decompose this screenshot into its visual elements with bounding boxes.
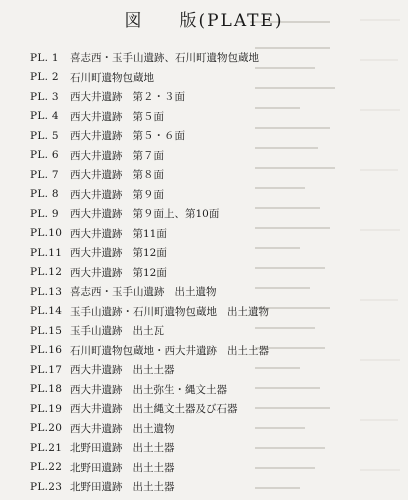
plate-subject: 出土弥生・縄文土器 [132, 383, 227, 396]
plate-subject: 第９面上、第10面 [132, 208, 220, 221]
plate-site: 西大井遺跡 [70, 110, 123, 123]
plate-number: PL.14 [30, 305, 63, 318]
plate-caption [70, 304, 269, 319]
plate-site: 西大井遺跡 [70, 130, 123, 143]
plate-entry [30, 282, 400, 302]
plate-number: PL.13 [30, 285, 63, 298]
plate-number: PL.19 [30, 402, 63, 415]
plate-number: PL.21 [30, 441, 63, 454]
plate-site: 西大井遺跡 [70, 247, 123, 260]
plate-entry [30, 107, 400, 127]
plate-site: 喜志西・玉手山遺跡 [70, 286, 165, 299]
plate-number: PL. 9 [30, 207, 59, 220]
plate-entry [30, 243, 400, 263]
page-title-left: 図 [124, 11, 144, 31]
plate-site: 西大井遺跡 [70, 266, 123, 279]
plate-caption [70, 284, 217, 299]
plate-site: 西大井遺跡 [70, 403, 123, 416]
plate-number: PL.10 [30, 227, 63, 240]
plate-site: 喜志西・玉手山遺跡、石川町遺物包蔵地 [70, 52, 259, 65]
plate-number: PL. 1 [30, 51, 59, 64]
plate-caption [70, 460, 175, 475]
plate-entry [30, 126, 400, 146]
plate-subject: 出土土器 [132, 481, 175, 494]
plate-caption [70, 440, 175, 455]
plate-subject: 第８面 [132, 169, 164, 182]
plate-site: 西大井遺跡 [70, 364, 123, 377]
plate-site: 玉手山遺跡・石川町遺物包蔵地 [70, 305, 217, 318]
plate-subject: 出土土器 [132, 442, 175, 455]
plate-number: PL.15 [30, 324, 63, 337]
plate-entry [30, 477, 400, 497]
plate-list [30, 48, 400, 497]
plate-entry [30, 68, 400, 88]
plate-number: PL. 7 [30, 168, 59, 181]
plate-caption [70, 421, 175, 436]
plate-subject: 出土遺物 [132, 422, 175, 435]
plate-caption [70, 167, 164, 182]
plate-site: 北野田遺跡 [70, 442, 123, 455]
plate-subject: 第９面 [132, 188, 164, 201]
page-title-right: 版(PLATE) [179, 11, 284, 31]
plate-subject: 第12面 [132, 247, 167, 260]
plate-caption [70, 323, 164, 338]
plate-site: 北野田遺跡 [70, 481, 123, 494]
plate-caption [70, 148, 164, 163]
plate-site: 西大井遺跡 [70, 227, 123, 240]
plate-site: 西大井遺跡 [70, 91, 123, 104]
plate-subject: 第11面 [132, 227, 167, 240]
plate-subject: 出土土器 [132, 461, 175, 474]
plate-caption [70, 401, 238, 416]
plate-caption [70, 245, 167, 260]
plate-entry [30, 419, 400, 439]
plate-site: 西大井遺跡 [70, 188, 123, 201]
plate-caption [70, 70, 154, 85]
plate-number: PL.23 [30, 480, 63, 493]
plate-site: 石川町遺物包蔵地・西大井遺跡 [70, 344, 217, 357]
plate-subject: 第５・６面 [132, 130, 185, 143]
plate-number: PL. 2 [30, 71, 59, 84]
plate-site: 玉手山遺跡 [70, 325, 123, 338]
plate-site: 西大井遺跡 [70, 422, 123, 435]
plate-subject: 出土土器 [132, 364, 175, 377]
plate-caption [70, 265, 167, 280]
plate-entry [30, 185, 400, 205]
plate-caption [70, 128, 185, 143]
plate-entry [30, 438, 400, 458]
plate-site: 西大井遺跡 [70, 208, 123, 221]
plate-entry [30, 380, 400, 400]
plate-caption [70, 206, 219, 221]
plate-entry [30, 321, 400, 341]
plate-number: PL. 5 [30, 129, 59, 142]
plate-entry [30, 302, 400, 322]
plate-entry [30, 165, 400, 185]
plate-number: PL.22 [30, 461, 63, 474]
plate-number: PL. 3 [30, 90, 59, 103]
plate-entry [30, 341, 400, 361]
plate-caption [70, 226, 167, 241]
plate-caption [70, 382, 227, 397]
plate-caption [70, 343, 269, 358]
plate-entry [30, 204, 400, 224]
plate-number: PL.20 [30, 422, 63, 435]
plate-number: PL. 4 [30, 110, 59, 123]
plate-caption [70, 187, 164, 202]
plate-caption [70, 89, 185, 104]
plate-subject: 出土遺物 [174, 286, 217, 299]
plate-site: 石川町遺物包蔵地 [70, 71, 154, 84]
plate-number: PL.12 [30, 266, 63, 279]
plate-entry [30, 87, 400, 107]
plate-entry [30, 458, 400, 478]
page-title [0, 6, 408, 31]
plate-subject: 第７面 [132, 149, 164, 162]
plate-entry [30, 360, 400, 380]
plate-entry [30, 48, 400, 68]
plate-entry [30, 263, 400, 283]
plate-site: 西大井遺跡 [70, 383, 123, 396]
plate-subject: 出土瓦 [132, 325, 164, 338]
plate-site: 北野田遺跡 [70, 461, 123, 474]
plate-number: PL.11 [30, 246, 63, 259]
plate-subject: 第２・３面 [132, 91, 185, 104]
plate-caption [70, 479, 175, 494]
plate-number: PL.18 [30, 383, 63, 396]
plate-subject: 第５面 [132, 110, 164, 123]
plate-subject: 出土遺物 [227, 305, 269, 318]
plate-site: 西大井遺跡 [70, 149, 123, 162]
plate-subject: 出土土器 [227, 344, 269, 357]
plate-caption [70, 50, 259, 65]
plate-number: PL.16 [30, 344, 63, 357]
plate-site: 西大井遺跡 [70, 169, 123, 182]
plate-number: PL. 6 [30, 149, 59, 162]
plate-entry [30, 146, 400, 166]
plate-entry [30, 399, 400, 419]
plate-number: PL.17 [30, 363, 63, 376]
plate-subject: 出土縄文土器及び石器 [132, 403, 238, 416]
plate-caption [70, 362, 175, 377]
plate-number: PL. 8 [30, 188, 59, 201]
plate-caption [70, 109, 164, 124]
plate-entry [30, 224, 400, 244]
plate-subject: 第12面 [132, 266, 167, 279]
